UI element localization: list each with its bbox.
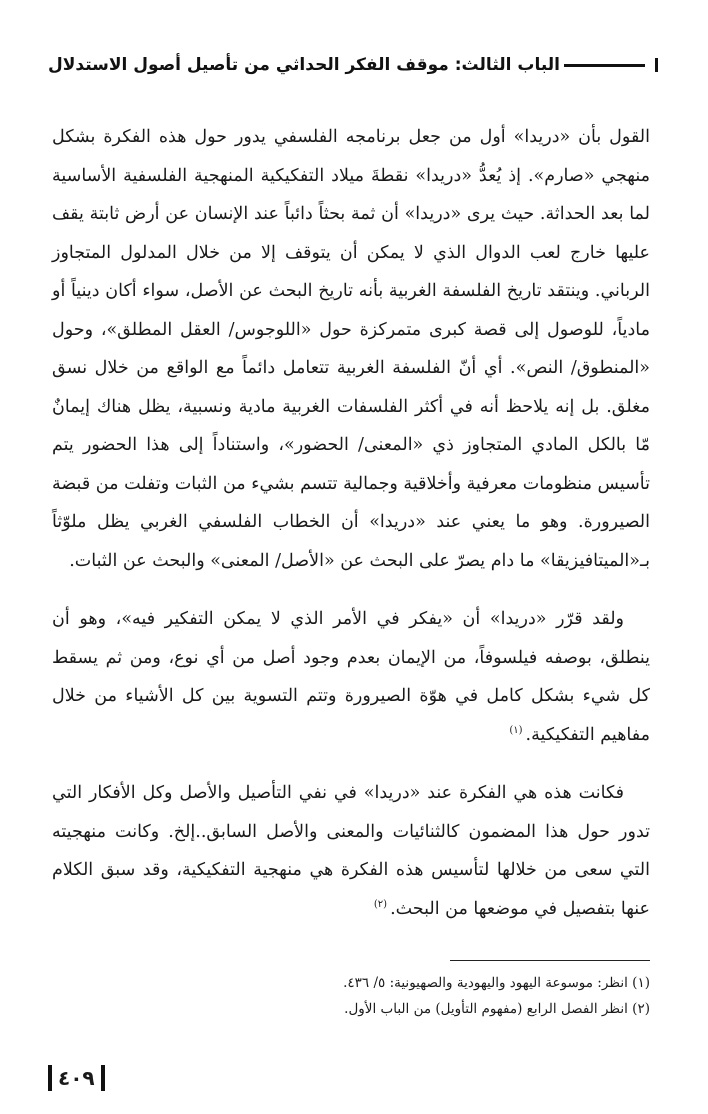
- page-number: [48, 1064, 105, 1092]
- page-number-text: ٤٠٩: [58, 1066, 95, 1090]
- running-header: [48, 48, 658, 82]
- header-rule: [564, 64, 645, 67]
- body-text: [52, 118, 650, 928]
- footnote-1: (١) انظر: موسوعة اليهود واليهودية والصهيونية: ٥/ ٤٣٦.: [343, 975, 650, 991]
- footnotes: [52, 970, 650, 1022]
- footnote-2: (٢) انظر الفصل الرابع (مفهوم التأويل) من الباب الأول.: [344, 1001, 650, 1017]
- header-rule-cap: [655, 58, 658, 72]
- paragraph-3-text: فكانت هذه هي الفكرة عند «دريدا» في نفي التأصيل والأصل وكل الأفكار التي تدور حول هذا المضمون كالثنائيات والمعنى والأصل السابق..إلخ. وكانت منهجيته التي سعى من خلالها لتأسيس هذه الفكرة هي منهجية التفكيكية، وقد سبق الكلام عنها بتفصيل في موضعها من البحث.: [52, 783, 650, 919]
- paragraph-1: [52, 118, 650, 580]
- paragraph-3: [52, 774, 650, 928]
- paragraph-1-text: القول بأن «دريدا» أول من جعل برنامجه الفلسفي يدور حول هذه الفكرة بشكل منهجي «صارم». إذ يُعدُّ «دريدا» نقطةَ ميلاد التفكيكية المنهجية الفلسفية الأساسية لما بعد الحداثة. حيث يرى «دريدا» أن ثمة بحثاً دائباً عند الإنسان عن أرض ثابتة يقف عليها خارج لعب الدوال الذي لا يمكن أن يتوقف إلا من خلال المدلول المتجاوز الرباني. وينتقد تاريخ الفلسفة الغربية بأنه تاريخ البحث عن الأصل، سواء أكان دينياً أو مادياً، للوصول إلى قصة كبرى متمركزة حول «اللوجوس/ العقل المطلق»، وحول «المنطوق/ النص». أي أنّ الفلسفة الغربية تتعامل دائماً مع الواقع من خلال نسق مغلق. بل إنه يلاحظ أنه في أكثر الفلسفات الغربية مادية ونسبية، يظل هناك إيمانٌ مّا بالكل المادي المتجاوز ذي «المعنى/ الحضور»، واستناداً إلى هذا الحضور يتم تأسيس منظومات معرفية وأخلاقية وجمالية تتسم بشيء من الثبات وتفلت من قبضة الصيرورة. وهو ما يعني عند «دريدا» أن الخطاب الفلسفي الغربي يظل ملوّثاً بـ«الميتافيزيقا» ما دام يصرّ على البحث عن «الأصل/ المعنى» والبحث عن الثبات.: [52, 127, 650, 571]
- footnote-divider: [450, 960, 650, 961]
- paragraph-2-text: ولقد قرّر «دريدا» أن «يفكر في الأمر الذي لا يمكن التفكير فيه»، وهو أن ينطلق، بوصفه فيلسوفاً، من الإيمان بعدم وجود أصل من أي نوع، ومن ثم يسقط كل شيء بشكل كامل في هوّة الصيرورة وتتم التسوية بين كل الأشياء من خلال مفاهيم التفكيكية.: [52, 609, 650, 745]
- footnote-ref-2[interactable]: (٢): [373, 898, 388, 910]
- footnote-ref-1[interactable]: (١): [509, 724, 523, 736]
- page-number-bar-right: [101, 1065, 105, 1091]
- header-title: الباب الثالث: موقف الفكر الحداثي من تأصيل أصول الاستدلال: [48, 55, 561, 75]
- paragraph-2: [52, 600, 650, 754]
